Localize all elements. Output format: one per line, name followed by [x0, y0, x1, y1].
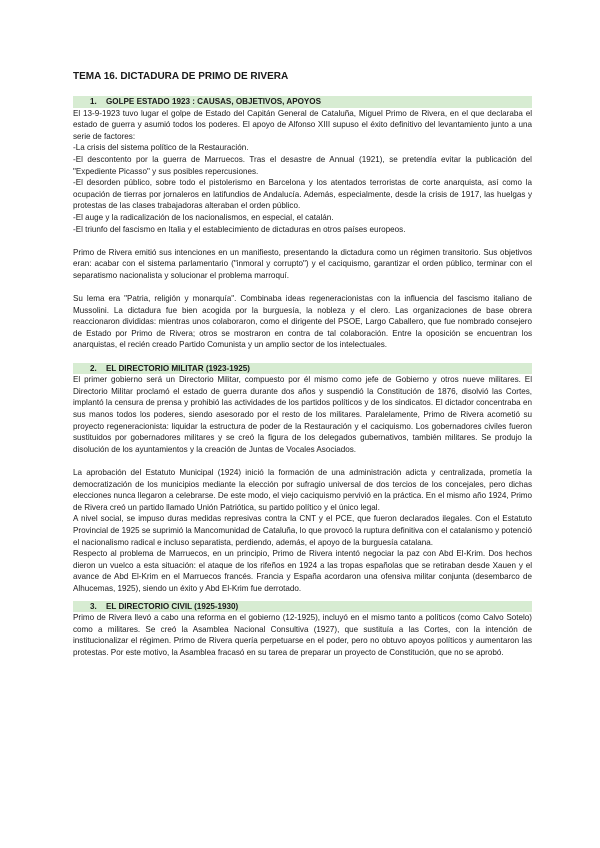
section-heading — [73, 96, 532, 108]
spacer — [73, 455, 532, 467]
section-title: GOLPE ESTADO 1923 : CAUSAS, OBJETIVOS, APOYOS — [106, 97, 321, 106]
paragraph: La aprobación del Estatuto Municipal (1924) inició la formación de una administración adicta y centralizada, prometía la democratización de los municipios mediante la elección por sufragio universal de dos tercios de los concejales, pero dichas elecciones nunca llegaron a celebrarse. De este modo, el viejo caciquismo pervivió en la práctica. En el mismo año 1924, Primo de Rivera creó un partido llamado Unión Patriótica, su partido político y el único legal. — [73, 468, 532, 512]
section-title: EL DIRECTORIO CIVIL (1925-1930) — [106, 601, 239, 611]
spacer — [73, 351, 532, 363]
paragraph: A nivel social, se impuso duras medidas represivas contra la CNT y el PCE, que fueron declarados ilegales. Con el Estatuto Provincial de 1925 se suprimió la Mancomunidad de Cataluña, lo que provocó la ruptura definitiva con el catalanismo y potenció el nacionalismo radical e incluso separatista, perdiendo, además, el apoyo de la burguesía catalana. — [73, 514, 532, 547]
section-3 — [73, 601, 532, 659]
spacer — [73, 282, 532, 294]
paragraph: Respecto al problema de Marruecos, en un principio, Primo de Rivera intentó negociar la paz con Abd El-Krim. Dos hechos dieron un vuelco a esta situación: el ataque de los rifeños en 1924 a las tropas españolas que se retiraban desde Xauen y el avance de Abd El-Krim en el Marruecos francés. Francia y España acordaron una ofensiva militar conjunta (desembarco de Alhucemas, 1925), siendo un éxito y Abd El-Krim fue derrotado. — [73, 549, 532, 593]
list-item: -El triunfo del fascismo en Italia y el establecimiento de dictaduras en otros países europeos. — [73, 224, 406, 234]
section-number: 2. — [90, 363, 97, 373]
spacer — [73, 235, 532, 247]
list-item: -El descontento por la guerra de Marruecos. Tras el desastre de Annual (1921), se pretendía evitar la publicación del "Expediente Picasso" y sus posibles repercusiones. — [73, 154, 532, 176]
document-title: TEMA 16. DICTADURA DE PRIMO DE RIVERA — [73, 71, 289, 82]
section-number: 3. — [90, 601, 97, 611]
section-2 — [73, 363, 532, 595]
paragraph: Primo de Rivera emitió sus intenciones en un manifiesto, presentando la dictadura como un régimen transitorio. Sus objetivos eran: acabar con el sistema parlamentario ("inmoral y corrupto") y el caciquismo, garantizar el orden público, terminar con el separatismo nacionalista y solucionar el problema marroquí. — [73, 247, 532, 280]
section-1 — [73, 96, 532, 351]
document-page — [73, 70, 532, 659]
section-heading — [73, 601, 532, 613]
list-item: -La crisis del sistema político de la Restauración. — [73, 143, 249, 153]
section-number: 1. — [90, 97, 97, 106]
paragraph: El primer gobierno será un Directorio Militar, compuesto por él mismo como jefe de Gobierno y otros nueve militares. El Directorio Militar proclamó el estado de guerra durante dos años y suspendió la Constitución de 1876, disolvió las Cortes, implantó la censura de prensa y prohibió las actividades de los partidos políticos y de los sindicatos. El dictador concentraba en sus manos todos los poderes, siendo asesorado por el resto de los militares. Paralelamente, Primo de Rivera acometió su proyecto regeneracionista: liquidar la estructura de poder de la Restauración y el caciquismo. Los gobernadores civiles fueron sustituidos por gobernadores militares y se creó la figura de los delegados gubernativos, también militares. Se produjo la disolución de los ayuntamientos y la creación de Juntas de Vocales Asociados. — [73, 375, 532, 454]
list-item: -El desorden público, sobre todo el pistolerismo en Barcelona y los atentados terroristas de corte anarquista, así como la ocupación de tierras por jornaleros en latifundios de Andalucía. Además, especialmente, desde la crisis de 1917, las huelgas y protestas de las clases trabajadoras alteraban el orden público. — [73, 178, 532, 211]
list-item: -El auge y la radicalización de los nacionalismos, en especial, el catalán. — [73, 212, 334, 222]
paragraph: Su lema era "Patria, religión y monarquía". Combinaba ideas regeneracionistas con la influencia del fascismo italiano de Mussolini. La dictadura fue bien acogida por la burguesía, la nobleza y el clero. Las organizaciones de base obrera reaccionaron divididas: mientras unos colaboraron, como el dirigente del PSOE, Largo Caballero, que fue nombrado consejero de Estado por Primo de Rivera; otros se mostraron en contra de tal colaboración. Entre la oposición se encuentran los anarquistas, el recién creado Partido Comunista y un amplio sector de los intelectuales. — [73, 294, 532, 350]
section-heading — [73, 363, 532, 375]
paragraph: Primo de Rivera llevó a cabo una reforma en el gobierno (12-1925), incluyó en el mismo tanto a políticos (como Calvo Sotelo) como a militares. Se creó la Asamblea Nacional Consultiva (1927), que sustituía a las Cortes, con la intención de institucionalizar el régimen. Primo de Rivera quería perpetuarse en el poder, pero no obtuvo apoyos políticos y aumentaron las protestas. Por este motivo, la Asamblea fracasó en su tarea de preparar un proyecto de Constitución, que no se aprobó. — [73, 613, 532, 657]
section-title: EL DIRECTORIO MILITAR (1923-1925) — [106, 363, 250, 373]
paragraph: El 13-9-1923 tuvo lugar el golpe de Estado del Capitán General de Cataluña, Miguel Primo de Rivera, en el que declaraba el estado de guerra y asumió todos los poderes. El apoyo de Alfonso XIII supuso el éxito definitivo del levantamiento junto a una serie de factores: — [73, 108, 532, 141]
